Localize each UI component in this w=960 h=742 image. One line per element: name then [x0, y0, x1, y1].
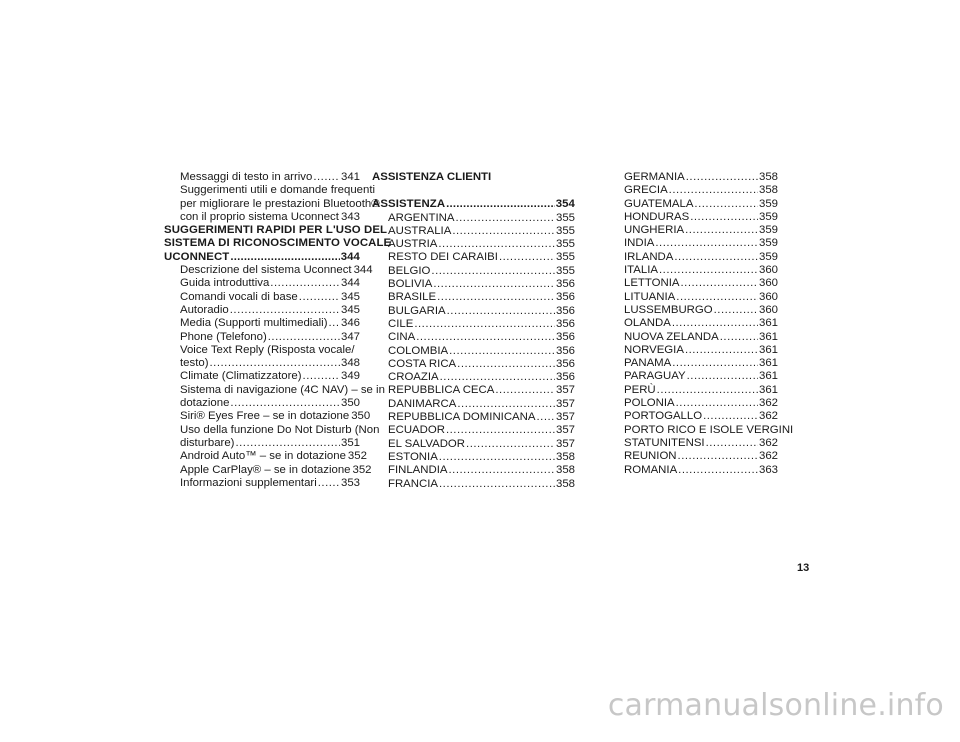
toc-entry-text: COLOMBIA — [388, 344, 449, 357]
toc-entry[interactable] — [608, 184, 778, 197]
dot-leader — [210, 357, 340, 370]
toc-entry[interactable] — [608, 450, 778, 463]
toc-entry-text: PANAMA — [624, 357, 672, 370]
toc-entry-text: NORVEGIA — [624, 343, 684, 356]
toc-entry[interactable] — [372, 251, 575, 264]
dot-leader — [416, 331, 555, 344]
dot-leader — [714, 304, 758, 317]
toc-entry[interactable] — [372, 305, 575, 318]
dot-leader — [447, 305, 555, 318]
toc-entry-text: Android Auto™ – se in dotazione — [180, 450, 346, 463]
dot-leader — [268, 331, 340, 344]
toc-entry-text: FINLANDIA — [388, 464, 448, 477]
toc-page-number: 357 — [555, 437, 575, 450]
toc-entry[interactable] — [164, 383, 385, 411]
toc-entry-text: Apple CarPlay® – se in dotazione — [180, 463, 351, 476]
toc-page-number: 358 — [758, 184, 778, 197]
toc-entry[interactable] — [608, 237, 778, 250]
toc-page-number: 361 — [758, 330, 778, 343]
toc-entry[interactable] — [372, 212, 575, 225]
toc-entry-text: BRASILE — [388, 291, 437, 304]
toc-page-number: 356 — [555, 317, 575, 330]
toc-entry-text: HONDURAS — [624, 210, 690, 223]
toc-page-number: 359 — [758, 210, 778, 223]
dot-leader — [686, 171, 758, 184]
toc-entry-text: INDIA — [624, 237, 655, 250]
toc-entry-text: Descrizione del sistema Uconnect — [180, 264, 352, 277]
toc-page-number: 349 — [340, 370, 360, 383]
toc-page-number: 360 — [758, 303, 778, 316]
dot-leader — [446, 424, 555, 437]
toc-section-entry[interactable] — [164, 224, 392, 264]
toc-page-number: 360 — [758, 290, 778, 303]
toc-page-number: 355 — [555, 211, 575, 224]
dot-leader — [674, 251, 758, 264]
toc-section-entry[interactable] — [372, 198, 575, 211]
dot-leader — [446, 198, 555, 211]
page-number: 13 — [797, 562, 810, 574]
toc-page-number: 344 — [340, 277, 360, 290]
toc-page-number: 344 — [340, 250, 360, 263]
toc-entry-text: Siri® Eyes Free – se in dotazione — [180, 410, 350, 423]
toc-entry-text: SUGGERIMENTI RAPIDI PER L'USO DEL — [164, 224, 388, 237]
dot-leader — [678, 450, 758, 463]
dot-leader — [681, 277, 758, 290]
toc-entry-text: Uso della funzione Do Not Disturb (Non — [180, 423, 380, 436]
toc-entry[interactable] — [164, 344, 360, 371]
dot-leader — [433, 278, 555, 291]
toc-page-number: 344 — [353, 264, 373, 277]
dot-leader — [676, 397, 758, 410]
toc-entry[interactable] — [372, 438, 575, 451]
toc-entry-text: OLANDA — [624, 317, 671, 330]
toc-entry-text: PARAGUAY — [624, 370, 686, 383]
dot-leader — [230, 251, 339, 264]
toc-entry[interactable] — [608, 304, 778, 317]
toc-entry[interactable] — [372, 278, 575, 291]
toc-page-number: 362 — [758, 450, 778, 463]
toc-entry[interactable] — [608, 384, 778, 397]
toc-entry[interactable] — [164, 277, 360, 290]
toc-page-number: 355 — [555, 251, 575, 264]
toc-entry-text: ASSISTENZA — [372, 198, 446, 211]
toc-entry[interactable] — [372, 358, 575, 371]
dot-leader — [318, 477, 340, 490]
toc-entry-text: DANIMARCA — [388, 397, 457, 410]
dot-leader — [235, 437, 340, 450]
toc-page-number: 361 — [758, 317, 778, 330]
toc-entry[interactable] — [164, 264, 373, 277]
toc-entry-text: IRLANDA — [624, 250, 674, 263]
toc-entry-text: REPUBBLICA CECA — [388, 384, 495, 397]
toc-page-number: 353 — [340, 476, 360, 489]
dot-leader — [720, 331, 758, 344]
toc-entry-text: BELGIO — [388, 264, 431, 277]
toc-page-number: 356 — [555, 371, 575, 384]
toc-entry[interactable] — [608, 251, 778, 264]
toc-entry[interactable] — [608, 357, 778, 370]
toc-page-number: 355 — [555, 264, 575, 277]
toc-entry-text: ROMANIA — [624, 463, 678, 476]
toc-entry[interactable] — [372, 451, 575, 464]
toc-entry[interactable] — [164, 370, 360, 383]
toc-entry[interactable] — [608, 410, 778, 423]
toc-page-number: 362 — [758, 436, 778, 449]
toc-entry-text: LUSSEMBURGO — [624, 303, 713, 316]
dot-leader — [439, 478, 555, 491]
toc-page-number: 350 — [340, 397, 360, 410]
toc-entry[interactable] — [164, 331, 360, 344]
toc-entry-text: BOLIVIA — [388, 278, 433, 291]
toc-page-number: 348 — [340, 357, 360, 370]
toc-page-number: 345 — [340, 290, 360, 303]
section-heading: ASSISTENZA CLIENTI — [372, 171, 492, 183]
toc-entry[interactable] — [164, 463, 372, 477]
toc-entry[interactable] — [372, 464, 575, 477]
toc-entry[interactable] — [164, 450, 367, 463]
toc-page-number: 346 — [340, 317, 360, 330]
dot-leader — [457, 398, 555, 411]
toc-entry[interactable] — [164, 171, 360, 184]
toc-column-3 — [608, 171, 794, 477]
dot-leader — [672, 357, 758, 370]
toc-entry[interactable] — [608, 397, 778, 410]
toc-page-number: 360 — [758, 277, 778, 290]
toc-entry[interactable] — [372, 398, 575, 411]
toc-column-2-entries — [372, 198, 575, 491]
toc-entry-text: Suggerimenti utili e domande frequenti — [180, 184, 376, 197]
toc-entry-text: AUSTRIA — [388, 238, 438, 251]
dot-leader — [687, 370, 758, 383]
toc-entry-text: STATUNITENSI — [624, 436, 705, 449]
dot-leader — [313, 171, 340, 184]
dot-leader — [437, 291, 555, 304]
toc-page-number: 341 — [340, 171, 360, 183]
dot-leader — [676, 291, 758, 304]
toc-entry[interactable] — [372, 478, 575, 491]
toc-entry-text: RESTO DEI CARAIBI — [388, 251, 498, 264]
toc-entry[interactable] — [164, 477, 360, 490]
dot-leader — [438, 238, 555, 251]
toc-entry[interactable] — [608, 264, 778, 277]
toc-entry[interactable] — [372, 318, 575, 331]
dot-leader — [270, 277, 340, 290]
dot-leader — [536, 411, 555, 424]
dot-leader — [414, 318, 555, 331]
toc-page-number: 350 — [351, 410, 371, 423]
toc-entry[interactable] — [164, 317, 360, 330]
dot-leader — [452, 225, 555, 238]
toc-page-number: 352 — [347, 450, 367, 463]
dot-leader — [230, 304, 340, 317]
toc-entry-text: SISTEMA DI RICONOSCIMENTO VOCALE — [164, 237, 392, 250]
toc-page-number: 356 — [555, 331, 575, 344]
toc-entry-text: NUOVA ZELANDA — [624, 330, 719, 343]
toc-column-2 — [372, 171, 575, 491]
toc-entry-text: CROAZIA — [388, 371, 439, 384]
toc-entry[interactable] — [608, 277, 778, 290]
toc-entry[interactable] — [164, 304, 360, 317]
toc-page-number: 343 — [340, 210, 360, 223]
toc-entry-text: Sistema di navigazione (4C NAV) – se in — [180, 383, 385, 396]
toc-entry-text: COSTA RICA — [388, 357, 457, 370]
dot-leader — [230, 397, 340, 410]
toc-entry-text: AUSTRALIA — [388, 224, 452, 237]
toc-entry[interactable] — [164, 410, 371, 423]
toc-entry-text: ARGENTINA — [388, 211, 455, 224]
toc-entry-text: dotazione — [180, 397, 230, 410]
toc-page-number: 356 — [555, 304, 575, 317]
toc-page-number: 358 — [555, 450, 575, 463]
toc-page-number: 359 — [758, 197, 778, 210]
toc-entry-text: Phone (Telefono) — [180, 330, 267, 343]
toc-entry-text: Autoradio — [180, 303, 229, 316]
toc-entry-text: ITALIA — [624, 264, 658, 277]
toc-entry[interactable] — [608, 198, 778, 211]
toc-entry-text: CILE — [388, 317, 414, 330]
toc-column-1 — [164, 171, 392, 490]
toc-page-number: 352 — [352, 463, 372, 476]
dot-leader — [678, 464, 758, 477]
toc-page-number: 345 — [340, 303, 360, 316]
toc-entry-text: Messaggi di testo in arrivo — [180, 171, 313, 183]
toc-entry[interactable] — [372, 411, 575, 424]
toc-page-number: 356 — [555, 344, 575, 357]
dot-leader — [457, 358, 555, 371]
toc-entry[interactable] — [372, 384, 575, 397]
dot-leader — [329, 317, 340, 330]
dot-leader — [449, 464, 555, 477]
toc-page-number: 347 — [340, 330, 360, 343]
toc-entry[interactable] — [164, 423, 380, 451]
toc-entry[interactable] — [164, 291, 360, 304]
toc-entry[interactable] — [372, 424, 575, 437]
toc-entry[interactable] — [372, 265, 575, 278]
toc-page-number: 359 — [758, 250, 778, 263]
toc-entry-text: Guida introduttiva — [180, 277, 270, 290]
dot-leader — [706, 437, 758, 450]
dot-leader — [685, 224, 758, 237]
dot-leader — [685, 344, 758, 357]
toc-page-number: 357 — [555, 397, 575, 410]
toc-page-number: 356 — [555, 357, 575, 370]
dot-leader — [299, 291, 340, 304]
toc-entry-text: LETTONIA — [624, 277, 680, 290]
toc-entry-text: BULGARIA — [388, 304, 446, 317]
toc-page-number: 357 — [555, 424, 575, 437]
dot-leader — [672, 317, 758, 330]
toc-page-number: 359 — [758, 224, 778, 237]
dot-leader — [659, 264, 758, 277]
toc-entry-text: PORTOGALLO — [624, 410, 703, 423]
dot-leader — [669, 184, 758, 197]
toc-entry[interactable] — [164, 184, 380, 224]
toc-entry-text: CINA — [388, 331, 416, 344]
toc-entry-text: disturbare) — [180, 436, 235, 449]
toc-entry-text: Media (Supporti multimediali) — [180, 317, 328, 330]
toc-entry[interactable] — [372, 225, 575, 238]
toc-page-number: 355 — [555, 238, 575, 251]
dot-leader — [466, 438, 555, 451]
toc-entry-text: con il proprio sistema Uconnect — [180, 210, 339, 223]
toc-entry-text: GERMANIA — [624, 171, 685, 183]
toc-entry[interactable] — [608, 344, 778, 357]
toc-page-number: 361 — [758, 370, 778, 383]
toc-entry[interactable] — [608, 331, 778, 344]
dot-leader — [431, 265, 555, 278]
toc-entry-text: GUATEMALA — [624, 197, 694, 210]
toc-entry[interactable] — [608, 370, 778, 383]
toc-page-number: 357 — [555, 384, 575, 397]
toc-entry[interactable] — [608, 171, 778, 184]
toc-page-number: 361 — [758, 383, 778, 396]
toc-page-number: 358 — [758, 171, 778, 183]
dot-leader — [455, 212, 555, 225]
dot-leader — [449, 345, 555, 358]
dot-leader — [703, 410, 758, 423]
toc-page-number: 355 — [555, 224, 575, 237]
toc-entry-text: testo) — [180, 357, 209, 370]
toc-entry-text: REPUBBLICA DOMINICANA — [388, 411, 536, 424]
toc-entry[interactable] — [608, 211, 778, 224]
toc-entry-text: PERÙ — [624, 383, 656, 396]
toc-page-number: 356 — [555, 278, 575, 291]
toc-entry-text: GRECIA — [624, 184, 668, 197]
toc-page-number: 360 — [758, 264, 778, 277]
toc-page-number: 359 — [758, 237, 778, 250]
toc-entry-text: REUNION — [624, 450, 677, 463]
toc-entry-text: EL SALVADOR — [388, 437, 466, 450]
toc-entry-text: POLONIA — [624, 397, 675, 410]
dot-leader — [690, 211, 758, 224]
toc-entry-text: UCONNECT — [164, 250, 230, 263]
toc-page-number: 361 — [758, 357, 778, 370]
toc-page-number: 362 — [758, 397, 778, 410]
dot-leader — [499, 251, 555, 264]
toc-page-number: 356 — [555, 291, 575, 304]
toc-entry-text: Voice Text Reply (Risposta vocale/ — [180, 343, 355, 356]
dot-leader — [439, 451, 555, 464]
dot-leader — [303, 370, 340, 383]
dot-leader — [440, 371, 555, 384]
toc-entry-text: per migliorare le prestazioni Bluetooth® — [180, 197, 380, 210]
toc-entry[interactable] — [608, 464, 778, 477]
dot-leader — [655, 237, 758, 250]
dot-leader — [657, 384, 758, 397]
toc-entry-text: PORTO RICO E ISOLE VERGINI — [624, 423, 794, 436]
dot-leader — [495, 384, 555, 397]
toc-page-number: 362 — [758, 410, 778, 423]
toc-entry-text: UNGHERIA — [624, 224, 685, 237]
toc-page-number: 357 — [555, 411, 575, 424]
toc-entry-text: ECUADOR — [388, 424, 445, 437]
toc-page-number: 354 — [555, 198, 575, 211]
toc-entry[interactable] — [372, 345, 575, 358]
toc-page-number: 358 — [555, 477, 575, 490]
toc-entry-text: LITUANIA — [624, 290, 676, 303]
toc-page-number: 361 — [758, 343, 778, 356]
dot-leader — [694, 198, 758, 211]
toc-entry-text: Climate (Climatizzatore) — [180, 370, 302, 383]
toc-entry[interactable] — [608, 224, 778, 237]
toc-entry[interactable] — [372, 331, 575, 344]
watermark: carmanualsonline.info — [607, 688, 944, 723]
toc-entry[interactable] — [608, 291, 778, 304]
toc-page-number: 363 — [758, 463, 778, 476]
toc-entry[interactable] — [608, 423, 794, 451]
toc-entry-text: Comandi vocali di base — [180, 290, 298, 303]
toc-entry-text: FRANCIA — [388, 477, 438, 490]
toc-entry[interactable] — [608, 317, 778, 330]
toc-entry-text: ESTONIA — [388, 450, 438, 463]
toc-page-number: 351 — [340, 436, 360, 449]
toc-entry[interactable] — [372, 371, 575, 384]
toc-entry[interactable] — [372, 238, 575, 251]
toc-entry-text: Informazioni supplementari — [180, 476, 317, 489]
toc-entry[interactable] — [372, 291, 575, 304]
toc-page-number: 358 — [555, 464, 575, 477]
